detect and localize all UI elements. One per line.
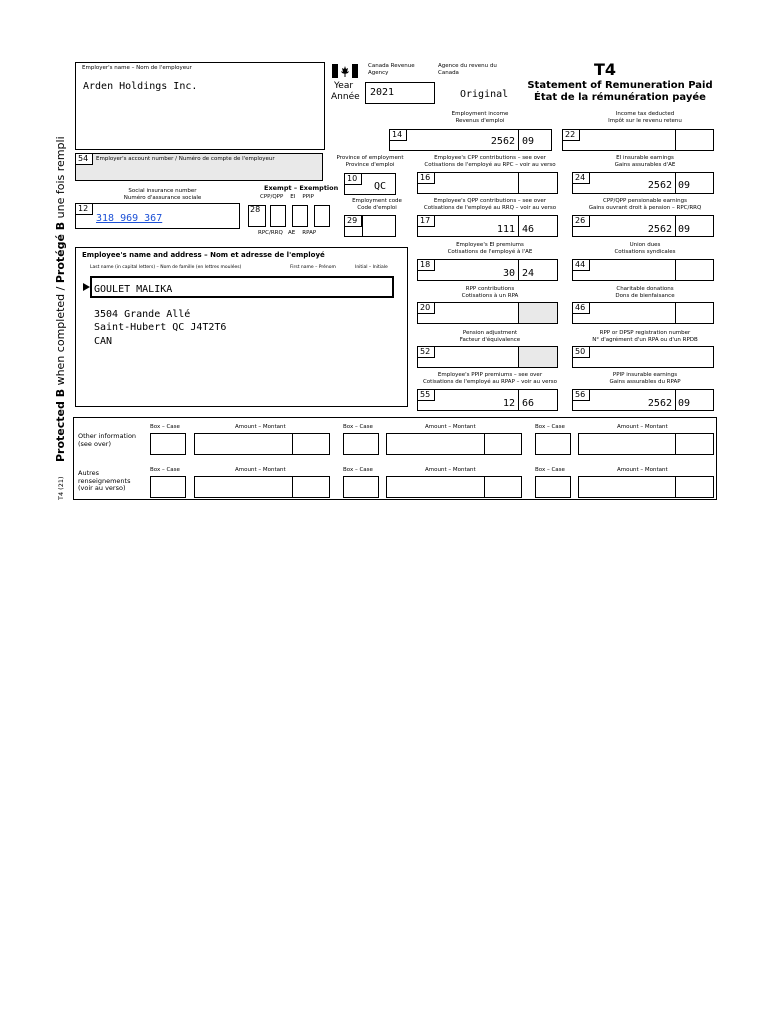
b14-label-en: Employment income [451, 111, 509, 117]
row2-amount-field-3[interactable] [578, 476, 714, 498]
row2-amount-2: Amount – Montant [425, 467, 476, 473]
b50-label-fr: N° d'agrément d'un RPA ou d'un RPDB [592, 337, 698, 343]
b20-label-en: RPP contributions [465, 286, 515, 292]
b16-label-en: Employee's CPP contributions – see over [434, 155, 546, 161]
form-code: T4 (21) [57, 476, 65, 500]
box-14-cents: 09 [522, 136, 535, 147]
box-46-number: 46 [572, 302, 590, 314]
row2-box-case-2: Box – Case [343, 467, 373, 473]
box-55-cents: 66 [522, 398, 535, 409]
box-50-field [572, 346, 714, 368]
b18-label-fr: Cotisations de l'employé à l'AE [447, 249, 533, 255]
box-18-cents: 24 [522, 268, 535, 279]
emp-code-en: Employment code [352, 198, 402, 204]
row1-box-3[interactable] [535, 433, 571, 455]
b14-label-fr: Revenus d'emploi [455, 118, 505, 124]
row2-amount-field-2[interactable] [386, 476, 522, 498]
name-cols-initial: Initial – Initiale [355, 265, 388, 270]
b52-label-en: Pension adjustment [462, 330, 518, 336]
row1-amount-field-1[interactable] [194, 433, 330, 455]
box-20-cents-shade [518, 302, 558, 324]
employee-address-3: CAN [94, 336, 113, 347]
box-24-cents: 09 [678, 180, 691, 191]
row1-box-case-1: Box – Case [150, 424, 180, 430]
form-name: T4 [594, 60, 617, 79]
b56-label-fr: Gains assurables du RPAP [609, 379, 681, 385]
employee-name: GOULET MALIKA [94, 284, 173, 295]
b44-label-fr: Cotisations syndicales [614, 249, 676, 255]
employee-address-1: 3504 Grande Allé [94, 309, 191, 320]
sin-label-en: Social insurance number [128, 188, 197, 194]
b55-label-en: Employee's PPIP premiums – see over [437, 372, 543, 378]
box-56-cents: 09 [678, 398, 691, 409]
employee-address-2: Saint-Hubert QC J4T2T6 [94, 322, 227, 333]
box-26-number: 26 [572, 215, 590, 227]
b26-label-fr: Gains ouvrant droit à pension – RPC/RRQ [588, 205, 702, 211]
row1-box-case-2: Box – Case [343, 424, 373, 430]
name-cols-first: First name – Prénom [290, 265, 336, 270]
box-55-dollars: 12 [502, 398, 515, 409]
box-20-number: 20 [417, 302, 435, 314]
box-54-number: 54 [75, 153, 93, 165]
box-46-field [572, 302, 714, 324]
box-22-field [562, 129, 714, 151]
box-44-number: 44 [572, 259, 590, 271]
box-26-dollars: 2562 [647, 224, 672, 235]
box-22-number: 22 [562, 129, 580, 141]
sin-value[interactable]: 318 969 367 [96, 213, 163, 224]
box-17-number: 17 [417, 215, 435, 227]
box-56-number: 56 [572, 389, 590, 401]
b16-label-fr: Cotisations de l'employé au RPC – voir au verso [424, 162, 556, 168]
box-12-number: 12 [75, 203, 93, 215]
row2-box-3[interactable] [535, 476, 571, 498]
other-info-label: Other information (see over) [78, 432, 137, 448]
title-fr: État de la rémunération payée [534, 92, 706, 103]
b26-label-en: CPP/QPP pensionable earnings [603, 198, 687, 204]
box-52-number: 52 [417, 346, 435, 358]
employer-name-box [75, 62, 325, 150]
box-14-dollars: 2562 [490, 136, 515, 147]
row1-amount-field-2[interactable] [386, 433, 522, 455]
prov-label-fr: Province d'emploi [345, 162, 395, 168]
arrow-right-icon [83, 283, 90, 291]
row2-box-1[interactable] [150, 476, 186, 498]
protege-b-label: Protégé B [54, 221, 67, 284]
une-fois-label: une fois rempli [54, 136, 67, 219]
box-56-dollars: 2562 [647, 398, 672, 409]
box-55-number: 55 [417, 389, 435, 401]
employer-name: Arden Holdings Inc. [83, 81, 198, 92]
protected-b-side-text [54, 136, 67, 462]
when-completed-label: when completed / [54, 283, 67, 386]
row1-box-1[interactable] [150, 433, 186, 455]
box-17-cents: 46 [522, 224, 535, 235]
exempt-cols-fr: RPC/RRQ AE RPAP [258, 230, 317, 236]
year-label-fr: Année [331, 92, 360, 102]
box-44-field [572, 259, 714, 281]
box-52-cents-shade [518, 346, 558, 368]
row1-box-2[interactable] [343, 433, 379, 455]
row2-amount-1: Amount – Montant [235, 467, 286, 473]
box-54-label: Employer's account number / Numéro de compte de l'employeur [96, 156, 275, 162]
name-cols-last: Last name (in capital letters) – Nom de famille (en lettres moulées) [90, 265, 242, 270]
exempt-label: Exempt – Exemption [264, 184, 339, 192]
title-en: Statement of Remuneration Paid [527, 80, 713, 91]
employee-section-label: Employee's name and address – Nom et adresse de l'employé [82, 251, 325, 259]
exempt-cpp-checkbox[interactable] [270, 205, 286, 227]
autres-renseignements-label: Autres renseignements (voir au verso) [78, 469, 131, 492]
year-label-en: Year [334, 81, 354, 91]
row1-amount-2: Amount – Montant [425, 424, 476, 430]
row2-box-case-3: Box – Case [535, 467, 565, 473]
box-24-number: 24 [572, 172, 590, 184]
cra-fr: Agence du revenu du Canada [438, 63, 497, 76]
b52-label-fr: Facteur d'équivalence [459, 337, 521, 343]
exempt-ei-checkbox[interactable] [292, 205, 308, 227]
box-50-number: 50 [572, 346, 590, 358]
exempt-cols: CPP/QPP EI PPIP [260, 194, 314, 200]
b22-label-en: Income tax deducted [615, 111, 675, 117]
row2-amount-3: Amount – Montant [617, 467, 668, 473]
box-14-number: 14 [389, 129, 407, 141]
box-28-number: 28 [250, 205, 261, 214]
b17-label-fr: Cotisations de l'employé au RRQ – voir au verso [423, 205, 557, 211]
prov-label-en: Province of employment [336, 155, 404, 161]
box-17-dollars: 111 [496, 224, 515, 235]
row2-box-2[interactable] [343, 476, 379, 498]
exempt-ppip-checkbox[interactable] [314, 205, 330, 227]
row1-amount-1: Amount – Montant [235, 424, 286, 430]
box-24-dollars: 2562 [647, 180, 672, 191]
row1-amount-field-3[interactable] [578, 433, 714, 455]
emp-code-fr: Code d'emploi [357, 205, 397, 211]
b22-label-fr: Impôt sur le revenu retenu [608, 118, 682, 124]
box-26-cents: 09 [678, 224, 691, 235]
box-18-dollars: 30 [502, 268, 515, 279]
b50-label-en: RPP or DPSP registration number [599, 330, 691, 336]
employer-name-label: Employer's name – Nom de l'employeur [82, 65, 192, 71]
protected-b-label: Protected B [54, 388, 67, 462]
box-18-number: 18 [417, 259, 435, 271]
b55-label-fr: Cotisations de l'employé au RPAP – voir au verso [422, 379, 558, 385]
b17-label-en: Employee's QPP contributions – see over [433, 198, 547, 204]
sin-label-fr: Numéro d'assurance sociale [123, 195, 202, 201]
cra-en: Canada Revenue Agency [368, 63, 415, 76]
b18-label-en: Employee's EI premiums [456, 242, 524, 248]
b46-label-en: Charitable donations [616, 286, 674, 292]
b44-label-en: Union dues [629, 242, 661, 248]
b20-label-fr: Cotisations à un RPA [461, 293, 519, 299]
box-10-value: QC [374, 181, 387, 192]
b56-label-en: PPIP insurable earnings [612, 372, 678, 378]
row1-amount-3: Amount – Montant [617, 424, 668, 430]
year-field: 2021 [365, 82, 435, 104]
row2-box-case-1: Box – Case [150, 467, 180, 473]
canada-flag-icon [332, 63, 358, 77]
box-16-field [417, 172, 558, 194]
box-16-number: 16 [417, 172, 435, 184]
row1-box-case-3: Box – Case [535, 424, 565, 430]
b46-label-fr: Dons de bienfaisance [615, 293, 675, 299]
b24-label-en: EI insurable earnings [616, 155, 674, 161]
original-label: Original [460, 89, 509, 100]
b24-label-fr: Gains assurables d'AE [614, 162, 676, 168]
box-10-number: 10 [344, 173, 362, 185]
row2-amount-field-1[interactable] [194, 476, 330, 498]
box-29-number: 29 [344, 215, 362, 227]
